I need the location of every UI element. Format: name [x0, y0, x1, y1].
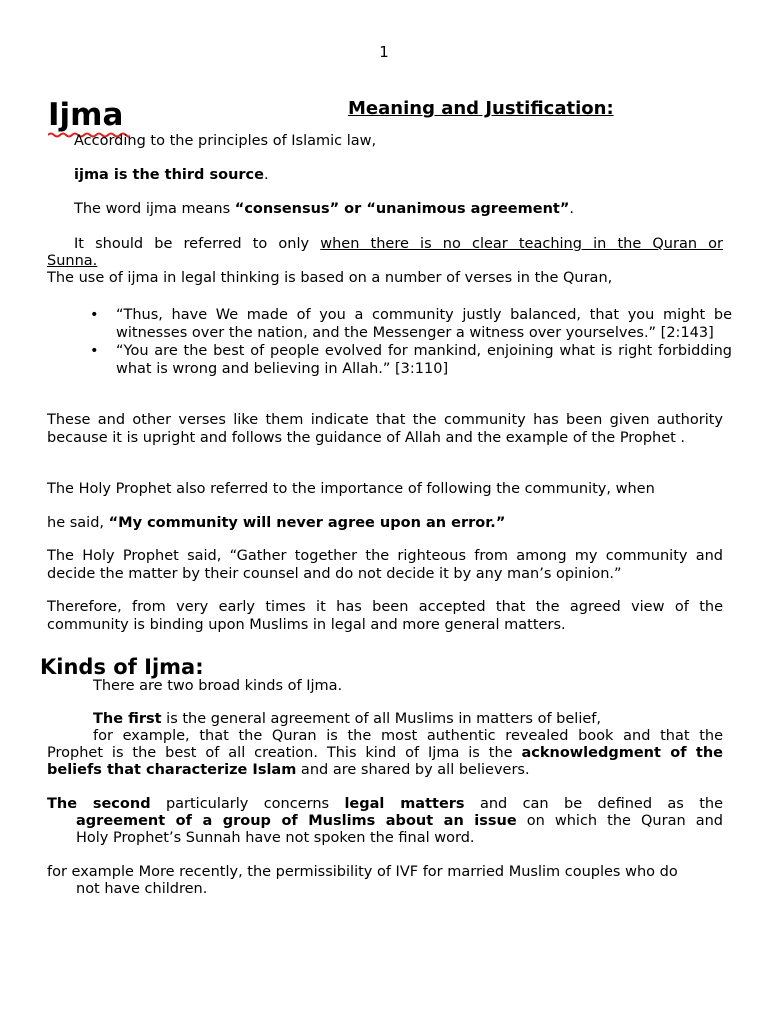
text: The word ijma means	[74, 201, 235, 217]
page-number: 1	[379, 43, 389, 61]
list-item	[90, 307, 732, 342]
text: Therefore, from very early times it has been accepted that the agreed view of the community is binding upon Muslims in legal and more general matters.	[47, 599, 723, 633]
text: It should be referred to only	[74, 236, 321, 252]
text: is the general agreement of all Muslims in matters of belief,	[161, 711, 601, 727]
bold-text: ijma is the third source	[74, 167, 264, 183]
verse-text: “You are the best of people evolved for mankind, enjoining what is right forbidding what is wrong and believing in Allah.” [3:110]	[116, 343, 732, 377]
text: for example, that the Quran is the most authentic revealed book and that the	[93, 728, 723, 744]
list-item	[90, 343, 732, 378]
paragraph	[47, 481, 723, 499]
text: The Holy Prophet said, “Gather together the righteous from among my community and decide the matter by their counsel and do not decide it by any man’s opinion.”	[47, 548, 723, 582]
bold-text: “consensus” or “unanimous agreement”	[234, 201, 570, 217]
paragraph	[47, 548, 723, 583]
bold-text: The second	[47, 796, 151, 812]
paragraph-line	[47, 830, 723, 848]
document-title	[48, 96, 123, 134]
paragraph	[47, 133, 723, 151]
paragraph-line	[47, 253, 723, 271]
paragraph-line	[47, 813, 723, 831]
paragraph	[47, 678, 723, 696]
text: .	[569, 201, 574, 217]
text: .	[263, 167, 269, 183]
paragraph	[47, 270, 723, 288]
underlined-text: when there is no clear teaching in the Quran or	[320, 236, 723, 252]
paragraph	[47, 599, 723, 634]
bold-text: acknowledgment of the	[521, 745, 723, 761]
text: on which the Quran and	[516, 813, 724, 829]
text: According to the principles of Islamic law,	[74, 133, 377, 149]
paragraph-line	[47, 236, 723, 254]
text: he said,	[47, 515, 109, 531]
bullet-icon: •	[90, 343, 99, 359]
bold-text: The first	[93, 711, 162, 727]
text: and can be defined as the	[464, 796, 724, 812]
text: Prophet is the best of all creation. This kind of Ijma is the	[47, 745, 522, 761]
paragraph-line	[47, 864, 723, 882]
paragraph-line	[47, 796, 723, 814]
paragraph-line	[47, 745, 723, 763]
bold-text: beliefs that characterize Islam	[47, 762, 297, 778]
text: for example More recently, the permissibility of IVF for married Muslim couples who do	[47, 864, 678, 880]
text: There are two broad kinds of Ijma.	[93, 678, 343, 694]
bold-quote: “My community will never agree upon an error.”	[108, 515, 506, 531]
bullet-icon: •	[90, 307, 99, 323]
paragraph	[47, 201, 723, 219]
text: and are shared by all believers.	[296, 762, 530, 778]
text: not have children.	[76, 881, 208, 897]
bold-text: legal matters	[344, 796, 465, 812]
verse-list	[90, 307, 732, 378]
text: Holy Prophet’s Sunnah have not spoken the final word.	[76, 830, 475, 846]
paragraph	[47, 515, 723, 533]
paragraph	[47, 412, 723, 447]
verse-text: “Thus, have We made of you a community justly balanced, that you might be witnesses over the nation, and the Messenger a witness over yourselves.” [2:143]	[116, 307, 732, 341]
text: These and other verses like them indicate that the community has been given authority because it is upright and follows the guidance of Allah and the example of the Prophet .	[47, 412, 723, 446]
section-heading-kinds: Kinds of Ijma:	[40, 655, 204, 679]
bold-text: agreement of a group of Muslims about an issue	[76, 813, 517, 829]
text: The Holy Prophet also referred to the importance of following the community, when	[47, 481, 655, 497]
section-heading-meaning: Meaning and Justification:	[348, 98, 614, 119]
text: particularly concerns	[150, 796, 345, 812]
underlined-text: Sunna.	[47, 253, 98, 269]
paragraph-line	[47, 728, 723, 746]
paragraph	[47, 167, 723, 185]
paragraph-line	[47, 881, 723, 899]
text: The use of ijma in legal thinking is based on a number of verses in the Quran,	[47, 270, 613, 286]
title-text: Ijma	[48, 97, 124, 133]
paragraph	[47, 711, 723, 729]
paragraph-line	[47, 762, 723, 780]
